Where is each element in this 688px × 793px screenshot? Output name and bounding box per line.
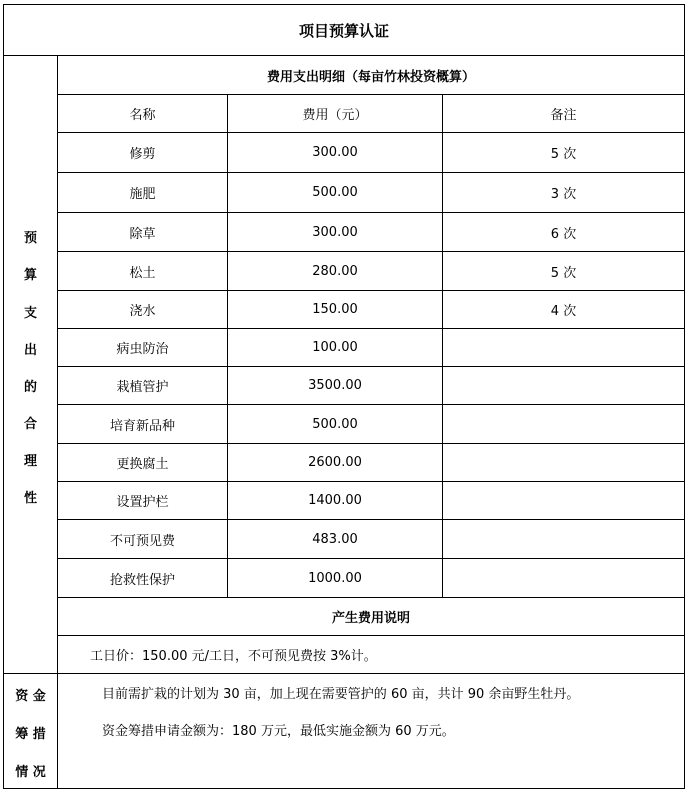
row-cost: 100.00 (312, 340, 358, 355)
row-name: 不可预见费 (109, 533, 175, 549)
side-char: 支 (23, 306, 37, 321)
expense-section-title: 费用支出明细（每亩竹林投资概算） (266, 69, 475, 85)
row-cost: 483.00 (312, 531, 358, 547)
row-name: 除草 (129, 226, 156, 242)
row-cost: 300.00 (312, 224, 358, 240)
side-char: 性 (23, 491, 37, 506)
row-name: 修剪 (129, 147, 156, 162)
side-label-funding (4, 674, 57, 788)
side-line: 资 金 (15, 689, 46, 704)
row-note (443, 482, 684, 519)
cost-explanation-title: 产生费用说明 (331, 611, 410, 626)
side-char: 的 (23, 380, 37, 395)
row-cost: 500.00 (312, 185, 358, 200)
row-cost: 1400.00 (308, 493, 362, 508)
row-note (443, 520, 684, 558)
cost-explanation-text: 工日价：150.00 元/工日，不可预见费按 3%计。 (90, 649, 377, 664)
column-header-note: 备注 (550, 108, 577, 123)
row-note: 5 次 (550, 265, 577, 281)
side-line: 筹 措 (15, 727, 46, 742)
row-note (443, 559, 684, 597)
border-bottom (3, 788, 685, 789)
side-char: 出 (23, 343, 37, 358)
row-note: 5 次 (550, 147, 577, 162)
page-title: 项目预算认证 (298, 21, 389, 40)
row-name: 病虫防治 (116, 342, 169, 357)
row-name: 栽植管护 (116, 380, 169, 395)
row-name: 松土 (129, 265, 156, 281)
side-char: 算 (23, 268, 37, 283)
funding-line-1: 目前需扩栽的计划为 30 亩，加上现在需要管护的 60 亩，共计 90 余亩野生牡丹。 (102, 687, 580, 702)
row-cost: 3500.00 (308, 378, 362, 393)
row-name: 更换腐土 (116, 457, 169, 472)
row-note (443, 405, 684, 443)
row-cost: 150.00 (312, 302, 358, 317)
side-line: 情 况 (15, 765, 46, 780)
side-char: 理 (23, 454, 37, 469)
row-note: 3 次 (550, 187, 577, 202)
row-note (443, 444, 684, 481)
funding-line-2: 资金筹措申请金额为：180 万元，最低实施金额为 60 万元。 (102, 724, 455, 739)
row-name: 施肥 (129, 187, 156, 202)
row-cost: 1000.00 (308, 570, 362, 586)
row-name: 设置护栏 (116, 495, 169, 510)
row-cost: 500.00 (312, 416, 358, 432)
row-name: 浇水 (129, 304, 156, 319)
column-header-cost: 费用（元） (302, 108, 368, 123)
row-cost: 280.00 (312, 263, 358, 279)
row-name: 培育新品种 (109, 418, 175, 434)
border-left (3, 4, 4, 789)
row-note: 4 次 (550, 304, 577, 319)
border-right (684, 4, 685, 789)
side-char: 合 (23, 417, 37, 432)
row-name: 抢救性保护 (109, 572, 175, 588)
side-char: 预 (23, 231, 37, 246)
row-cost: 2600.00 (308, 455, 362, 470)
row-note: 6 次 (550, 226, 577, 242)
row-cost: 300.00 (312, 145, 358, 160)
row-note (443, 367, 684, 404)
column-header-name: 名称 (129, 108, 156, 123)
row-note (443, 329, 684, 366)
